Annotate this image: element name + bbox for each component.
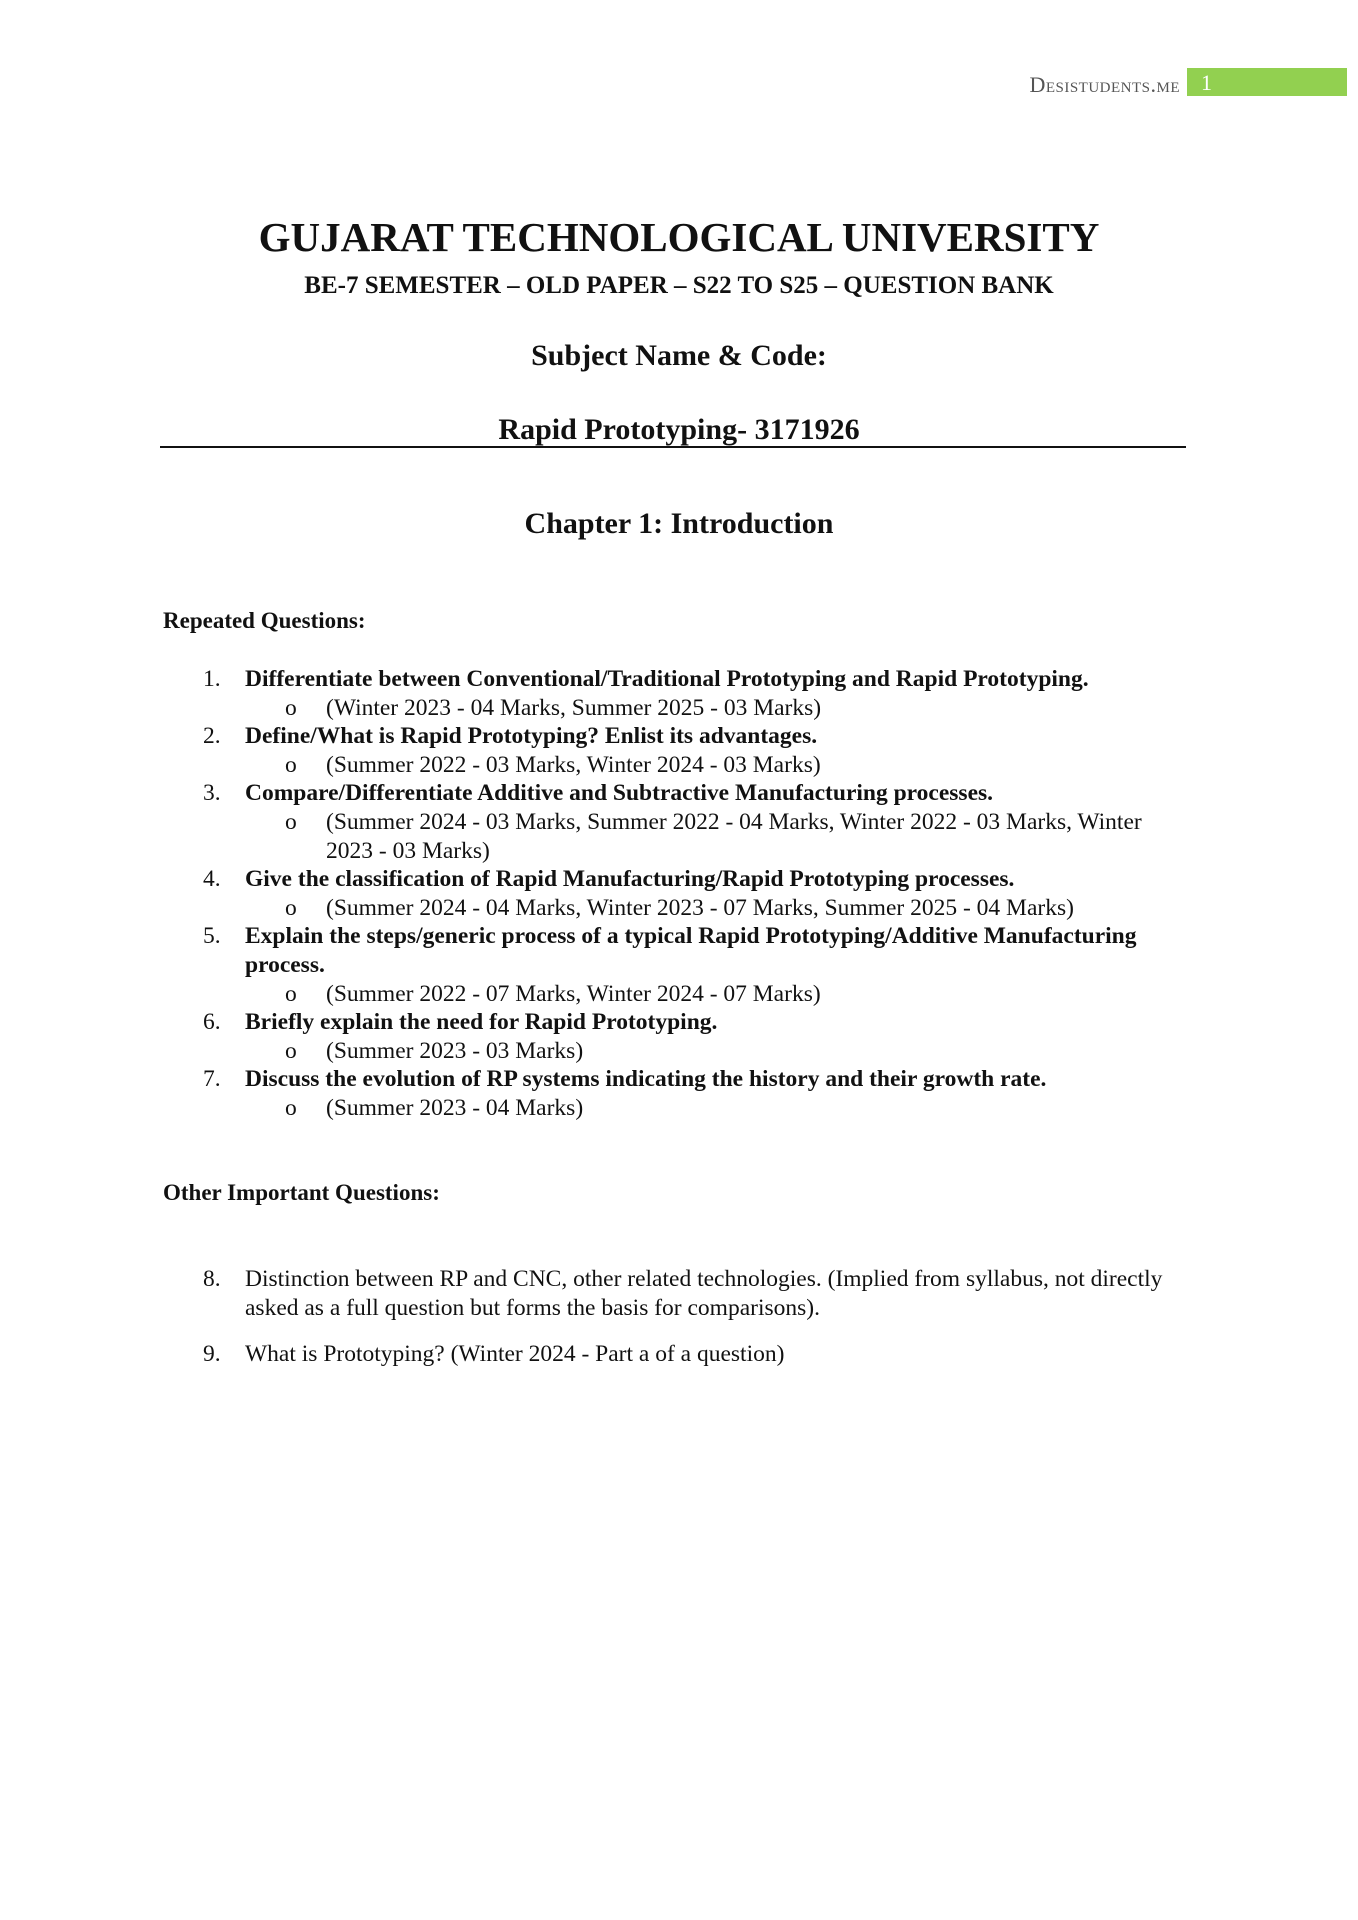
title-block [0, 212, 1358, 450]
question-item [163, 1340, 1173, 1369]
repeated-questions-heading: Repeated Questions: [163, 608, 366, 633]
question-item [163, 1008, 1173, 1037]
other-questions-heading: Other Important Questions: [163, 1180, 440, 1205]
question-item [163, 665, 1173, 694]
title-divider [160, 446, 1186, 448]
marks-text: (Summer 2023 - 04 Marks) [326, 1094, 584, 1121]
question-text: Explain the steps/generic process of a typical Rapid Prototyping/Additive Manufacturing process. [245, 923, 1137, 978]
repeated-questions-list [163, 665, 1173, 1123]
other-questions-list [163, 1265, 1173, 1387]
question-item [163, 722, 1173, 751]
question-number: 5. [203, 923, 221, 950]
question-number: 8. [203, 1266, 221, 1292]
question-text: Compare/Differentiate Additive and Subtractive Manufacturing processes. [245, 780, 994, 807]
marks-text: (Summer 2023 - 03 Marks) [326, 1037, 584, 1064]
university-title: GUJARAT TECHNOLOGICAL UNIVERSITY [258, 214, 1100, 260]
question-marks [163, 694, 1173, 723]
bullet-icon: o [285, 751, 297, 778]
bullet-icon: o [285, 980, 297, 1007]
bullet-icon: o [285, 894, 297, 921]
bullet-icon: o [285, 1094, 297, 1121]
question-marks [163, 1037, 1173, 1066]
question-marks [163, 751, 1173, 780]
question-text: Briefly explain the need for Rapid Prototyping. [245, 1009, 718, 1036]
question-number: 7. [203, 1066, 221, 1093]
subject-name: Rapid Prototyping- 3171926 [498, 413, 860, 446]
question-text: Differentiate between Conventional/Traditional Prototyping and Rapid Prototyping. [245, 666, 1089, 692]
bullet-icon: o [285, 808, 297, 835]
question-marks [163, 1094, 1173, 1123]
question-text: Distinction between RP and CNC, other related technologies. (Implied from syllabus, not directly asked as a full question but forms the basis for comparisons). [245, 1266, 1163, 1321]
question-text: What is Prototyping? (Winter 2024 - Part a of a question) [245, 1341, 785, 1368]
page-header [0, 68, 1358, 98]
bullet-icon: o [285, 694, 297, 721]
question-item [163, 1065, 1173, 1094]
question-item [163, 779, 1173, 808]
marks-text: (Summer 2022 - 07 Marks, Winter 2024 - 07 Marks) [326, 980, 821, 1007]
question-item [163, 1265, 1173, 1322]
subject-label: Subject Name & Code: [531, 339, 827, 372]
question-item [163, 865, 1173, 894]
page-number-box [1187, 68, 1347, 96]
bullet-icon: o [285, 1037, 297, 1064]
question-marks [163, 808, 1173, 865]
question-marks [163, 894, 1173, 923]
question-number: 3. [203, 780, 221, 807]
marks-text: (Winter 2023 - 04 Marks, Summer 2025 - 03 Marks) [326, 694, 822, 721]
marks-text: (Summer 2022 - 03 Marks, Winter 2024 - 03 Marks) [326, 751, 821, 778]
page-number: 1 [1201, 70, 1212, 95]
chapter-title: Chapter 1: Introduction [524, 507, 834, 540]
site-name: Desistudents.me [1029, 72, 1180, 97]
question-marks [163, 980, 1173, 1009]
question-number: 9. [203, 1341, 221, 1368]
question-text: Define/What is Rapid Prototyping? Enlist its advantages. [245, 723, 818, 750]
question-number: 4. [203, 866, 221, 893]
question-number: 1. [203, 666, 221, 692]
semester-line: BE-7 SEMESTER – OLD PAPER – S22 TO S25 – QUESTION BANK [304, 272, 1054, 299]
question-number: 2. [203, 723, 221, 750]
marks-text: (Summer 2024 - 04 Marks, Winter 2023 - 07 Marks, Summer 2025 - 04 Marks) [326, 894, 1074, 921]
question-text: Give the classification of Rapid Manufacturing/Rapid Prototyping processes. [245, 866, 1015, 893]
marks-text: (Summer 2024 - 03 Marks, Summer 2022 - 04 Marks, Winter 2022 - 03 Marks, Winter 2023 - 03 Marks) [326, 808, 1142, 864]
question-item [163, 922, 1173, 979]
question-number: 6. [203, 1009, 221, 1036]
question-text: Discuss the evolution of RP systems indicating the history and their growth rate. [245, 1066, 1047, 1093]
